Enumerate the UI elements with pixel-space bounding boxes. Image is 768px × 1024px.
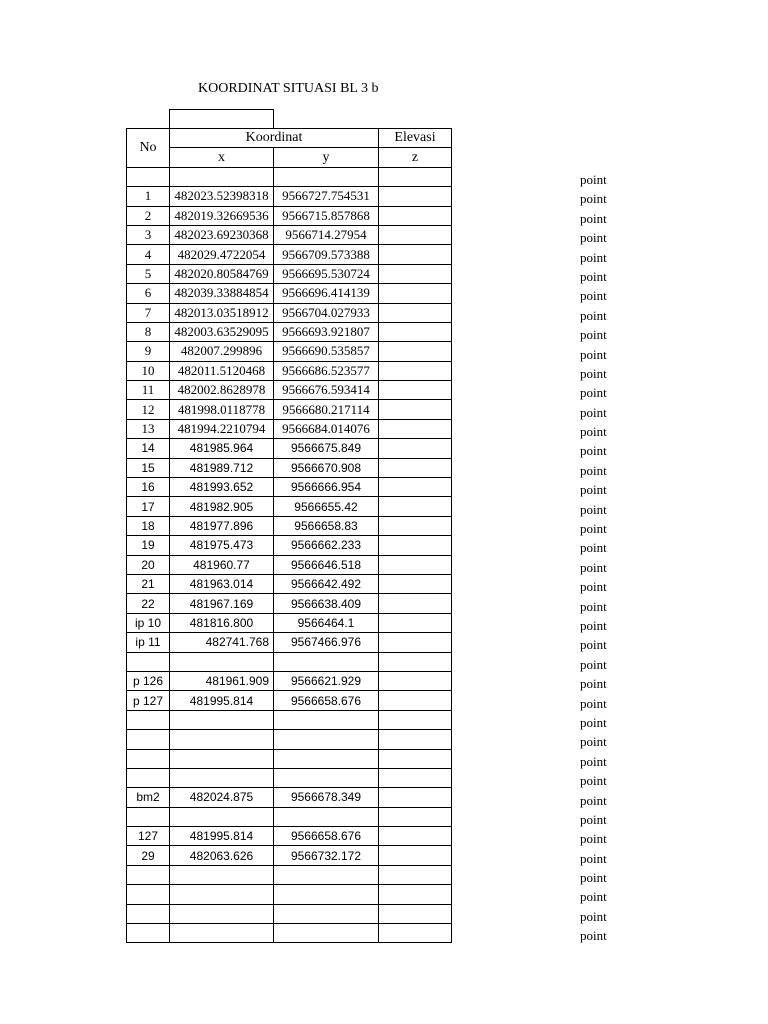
cell-y: 9566662.233 bbox=[274, 536, 379, 555]
cell-z bbox=[379, 167, 452, 186]
cell-y bbox=[274, 652, 379, 671]
point-label: point bbox=[580, 559, 607, 575]
point-label: point bbox=[580, 501, 607, 517]
cell-z bbox=[379, 303, 452, 322]
point-label: point bbox=[580, 637, 607, 653]
cell-no: 6 bbox=[127, 284, 170, 303]
cell-z bbox=[379, 749, 452, 768]
cell-z bbox=[379, 555, 452, 574]
point-label: point bbox=[580, 365, 607, 381]
coordinate-table bbox=[126, 128, 452, 943]
point-label: point bbox=[580, 831, 607, 847]
cell-x: 481977.896 bbox=[170, 516, 274, 535]
cell-x: 481995.814 bbox=[170, 691, 274, 710]
cell-y: 9567466.976 bbox=[274, 633, 379, 652]
table-row bbox=[127, 613, 452, 632]
header-no: No bbox=[127, 129, 170, 168]
header-y: y bbox=[274, 148, 379, 167]
cell-z bbox=[379, 225, 452, 244]
cell-x: 482011.5120468 bbox=[170, 361, 274, 380]
cell-z bbox=[379, 885, 452, 904]
cell-x: 482024.875 bbox=[170, 788, 274, 807]
cell-z bbox=[379, 788, 452, 807]
point-label: point bbox=[580, 230, 607, 246]
cell-x: 481816.800 bbox=[170, 613, 274, 632]
cell-x: 481982.905 bbox=[170, 497, 274, 516]
cell-x: 482741.768 bbox=[170, 633, 274, 652]
header-z: z bbox=[379, 148, 452, 167]
cell-z bbox=[379, 846, 452, 865]
cell-z bbox=[379, 691, 452, 710]
table-row bbox=[127, 322, 452, 341]
point-label: point bbox=[580, 191, 607, 207]
point-label: point bbox=[580, 773, 607, 789]
cell-y: 9566642.492 bbox=[274, 574, 379, 593]
table-row bbox=[127, 691, 452, 710]
point-label: point bbox=[580, 734, 607, 750]
cell-no: 11 bbox=[127, 381, 170, 400]
cell-no: bm2 bbox=[127, 788, 170, 807]
cell-y: 9566658.83 bbox=[274, 516, 379, 535]
cell-x: 481993.652 bbox=[170, 478, 274, 497]
point-label: point bbox=[580, 288, 607, 304]
point-label: point bbox=[580, 443, 607, 459]
point-label: point bbox=[580, 521, 607, 537]
cell-no: 15 bbox=[127, 458, 170, 477]
cell-z bbox=[379, 671, 452, 690]
cell-no bbox=[127, 652, 170, 671]
cell-no bbox=[127, 768, 170, 787]
table-row bbox=[127, 555, 452, 574]
point-label: point bbox=[580, 928, 607, 944]
cell-z bbox=[379, 419, 452, 438]
table-row bbox=[127, 594, 452, 613]
cell-z bbox=[379, 730, 452, 749]
cell-no bbox=[127, 924, 170, 943]
cell-z bbox=[379, 574, 452, 593]
cell-z bbox=[379, 439, 452, 458]
cell-no: 5 bbox=[127, 264, 170, 283]
cell-x bbox=[170, 885, 274, 904]
table-row bbox=[127, 361, 452, 380]
cell-y: 9566646.518 bbox=[274, 555, 379, 574]
point-label: point bbox=[580, 327, 607, 343]
point-label: point bbox=[580, 714, 607, 730]
cell-x: 481998.0118778 bbox=[170, 400, 274, 419]
cell-y bbox=[274, 904, 379, 923]
cell-no: 18 bbox=[127, 516, 170, 535]
cell-no: 9 bbox=[127, 342, 170, 361]
table-row bbox=[127, 846, 452, 865]
table-row bbox=[127, 419, 452, 438]
point-label: point bbox=[580, 656, 607, 672]
cell-no bbox=[127, 904, 170, 923]
table-row bbox=[127, 439, 452, 458]
point-label: point bbox=[580, 404, 607, 420]
cell-x: 481985.964 bbox=[170, 439, 274, 458]
cell-y: 9566686.523577 bbox=[274, 361, 379, 380]
cell-y: 9566714.27954 bbox=[274, 225, 379, 244]
cell-z bbox=[379, 652, 452, 671]
cell-z bbox=[379, 594, 452, 613]
cell-x bbox=[170, 904, 274, 923]
table-row bbox=[127, 904, 452, 923]
cell-x: 482039.33884854 bbox=[170, 284, 274, 303]
cell-x: 482019.32669536 bbox=[170, 206, 274, 225]
table-row bbox=[127, 458, 452, 477]
cell-x bbox=[170, 710, 274, 729]
table-row bbox=[127, 768, 452, 787]
cell-y: 9566621.929 bbox=[274, 671, 379, 690]
table-row bbox=[127, 167, 452, 186]
table-row bbox=[127, 536, 452, 555]
cell-z bbox=[379, 904, 452, 923]
cell-z bbox=[379, 187, 452, 206]
cell-y: 9566695.530724 bbox=[274, 264, 379, 283]
cell-x bbox=[170, 730, 274, 749]
header-blank-box bbox=[169, 109, 274, 128]
cell-no bbox=[127, 710, 170, 729]
cell-y: 9566690.535857 bbox=[274, 342, 379, 361]
cell-y: 9566670.908 bbox=[274, 458, 379, 477]
cell-y bbox=[274, 885, 379, 904]
table-row bbox=[127, 885, 452, 904]
point-label: point bbox=[580, 172, 607, 187]
table-row bbox=[127, 284, 452, 303]
cell-no bbox=[127, 749, 170, 768]
point-label: point bbox=[580, 249, 607, 265]
point-label: point bbox=[580, 850, 607, 866]
cell-x: 481989.712 bbox=[170, 458, 274, 477]
point-label: point bbox=[580, 908, 607, 924]
table-row bbox=[127, 478, 452, 497]
cell-x: 481961.909 bbox=[170, 671, 274, 690]
cell-no bbox=[127, 885, 170, 904]
cell-x bbox=[170, 652, 274, 671]
point-label: point bbox=[580, 307, 607, 323]
cell-z bbox=[379, 245, 452, 264]
cell-x: 482013.03518912 bbox=[170, 303, 274, 322]
page-title: KOORDINAT SITUASI BL 3 b bbox=[198, 81, 379, 96]
cell-no: p 127 bbox=[127, 691, 170, 710]
cell-y bbox=[274, 807, 379, 826]
cell-no bbox=[127, 167, 170, 186]
cell-z bbox=[379, 710, 452, 729]
cell-no: ip 10 bbox=[127, 613, 170, 632]
cell-z bbox=[379, 924, 452, 943]
cell-no: 12 bbox=[127, 400, 170, 419]
cell-no: ip 11 bbox=[127, 633, 170, 652]
header-row-1 bbox=[127, 129, 452, 148]
cell-y: 9566696.414139 bbox=[274, 284, 379, 303]
table-row bbox=[127, 303, 452, 322]
cell-no: 127 bbox=[127, 827, 170, 846]
cell-y: 9566658.676 bbox=[274, 827, 379, 846]
cell-x bbox=[170, 167, 274, 186]
point-label: point bbox=[580, 695, 607, 711]
table-row bbox=[127, 342, 452, 361]
cell-no: p 126 bbox=[127, 671, 170, 690]
table-row bbox=[127, 749, 452, 768]
point-label: point bbox=[580, 268, 607, 284]
cell-y: 9566704.027933 bbox=[274, 303, 379, 322]
cell-y: 9566727.754531 bbox=[274, 187, 379, 206]
point-label: point bbox=[580, 346, 607, 362]
cell-z bbox=[379, 322, 452, 341]
cell-no: 21 bbox=[127, 574, 170, 593]
table-row bbox=[127, 497, 452, 516]
cell-no: 19 bbox=[127, 536, 170, 555]
cell-z bbox=[379, 865, 452, 884]
cell-z bbox=[379, 361, 452, 380]
cell-y: 9566709.573388 bbox=[274, 245, 379, 264]
cell-y: 9566678.349 bbox=[274, 788, 379, 807]
cell-y bbox=[274, 865, 379, 884]
cell-no: 2 bbox=[127, 206, 170, 225]
cell-no: 22 bbox=[127, 594, 170, 613]
cell-y: 9566680.217114 bbox=[274, 400, 379, 419]
cell-x: 481967.169 bbox=[170, 594, 274, 613]
header-koordinat: Koordinat bbox=[170, 129, 379, 148]
table-row bbox=[127, 187, 452, 206]
cell-z bbox=[379, 613, 452, 632]
cell-x: 481975.473 bbox=[170, 536, 274, 555]
cell-no: 4 bbox=[127, 245, 170, 264]
point-label: point bbox=[580, 482, 607, 498]
table-row bbox=[127, 924, 452, 943]
point-label: point bbox=[580, 889, 607, 905]
cell-z bbox=[379, 497, 452, 516]
cell-y bbox=[274, 710, 379, 729]
cell-z bbox=[379, 381, 452, 400]
point-label: point bbox=[580, 424, 607, 440]
cell-no: 29 bbox=[127, 846, 170, 865]
cell-y: 9566655.42 bbox=[274, 497, 379, 516]
cell-no bbox=[127, 807, 170, 826]
table-row bbox=[127, 865, 452, 884]
cell-x bbox=[170, 865, 274, 884]
table-row bbox=[127, 516, 452, 535]
cell-no: 10 bbox=[127, 361, 170, 380]
cell-no: 13 bbox=[127, 419, 170, 438]
table-row bbox=[127, 400, 452, 419]
cell-z bbox=[379, 536, 452, 555]
point-label: point bbox=[580, 598, 607, 614]
cell-no: 20 bbox=[127, 555, 170, 574]
cell-y bbox=[274, 768, 379, 787]
cell-z bbox=[379, 458, 452, 477]
table-row bbox=[127, 710, 452, 729]
point-label: point bbox=[580, 792, 607, 808]
cell-z bbox=[379, 264, 452, 283]
cell-x: 482002.8628978 bbox=[170, 381, 274, 400]
table-row bbox=[127, 225, 452, 244]
table-row bbox=[127, 206, 452, 225]
table-row bbox=[127, 807, 452, 826]
point-label: point bbox=[580, 753, 607, 769]
cell-no: 14 bbox=[127, 439, 170, 458]
cell-x: 481960.77 bbox=[170, 555, 274, 574]
table-row bbox=[127, 652, 452, 671]
cell-z bbox=[379, 284, 452, 303]
point-label: point bbox=[580, 540, 607, 556]
cell-x: 482023.69230368 bbox=[170, 225, 274, 244]
cell-x: 482003.63529095 bbox=[170, 322, 274, 341]
point-label: point bbox=[580, 579, 607, 595]
table-row bbox=[127, 574, 452, 593]
cell-y: 9566693.921807 bbox=[274, 322, 379, 341]
table-row bbox=[127, 788, 452, 807]
cell-x: 482063.626 bbox=[170, 846, 274, 865]
cell-no: 17 bbox=[127, 497, 170, 516]
cell-no: 3 bbox=[127, 225, 170, 244]
cell-y: 9566675.849 bbox=[274, 439, 379, 458]
cell-z bbox=[379, 768, 452, 787]
header-elevasi: Elevasi bbox=[379, 129, 452, 148]
point-label: point bbox=[580, 676, 607, 692]
point-label: point bbox=[580, 462, 607, 478]
point-label-column bbox=[580, 170, 607, 946]
table-row bbox=[127, 827, 452, 846]
cell-x: 482007.299896 bbox=[170, 342, 274, 361]
cell-x bbox=[170, 768, 274, 787]
cell-x bbox=[170, 807, 274, 826]
point-label: point bbox=[580, 617, 607, 633]
cell-x: 482020.80584769 bbox=[170, 264, 274, 283]
cell-y bbox=[274, 730, 379, 749]
cell-no: 7 bbox=[127, 303, 170, 322]
cell-x: 481963.014 bbox=[170, 574, 274, 593]
cell-z bbox=[379, 633, 452, 652]
table-row bbox=[127, 245, 452, 264]
cell-z bbox=[379, 342, 452, 361]
cell-z bbox=[379, 807, 452, 826]
table-row bbox=[127, 381, 452, 400]
cell-y: 9566676.593414 bbox=[274, 381, 379, 400]
cell-x bbox=[170, 924, 274, 943]
cell-x: 481995.814 bbox=[170, 827, 274, 846]
table-row bbox=[127, 264, 452, 283]
cell-x: 481994.2210794 bbox=[170, 419, 274, 438]
cell-y: 9566638.409 bbox=[274, 594, 379, 613]
cell-z bbox=[379, 400, 452, 419]
cell-no bbox=[127, 865, 170, 884]
cell-x: 482029.4722054 bbox=[170, 245, 274, 264]
cell-no: 1 bbox=[127, 187, 170, 206]
point-label: point bbox=[580, 385, 607, 401]
table-row bbox=[127, 671, 452, 690]
cell-x bbox=[170, 749, 274, 768]
cell-y: 9566666.954 bbox=[274, 478, 379, 497]
cell-y: 9566715.857868 bbox=[274, 206, 379, 225]
point-label: point bbox=[580, 811, 607, 827]
table-row bbox=[127, 633, 452, 652]
cell-z bbox=[379, 516, 452, 535]
cell-y bbox=[274, 749, 379, 768]
cell-y: 9566658.676 bbox=[274, 691, 379, 710]
cell-no: 16 bbox=[127, 478, 170, 497]
cell-no bbox=[127, 730, 170, 749]
point-label: point bbox=[580, 210, 607, 226]
cell-y: 9566732.172 bbox=[274, 846, 379, 865]
cell-x: 482023.52398318 bbox=[170, 187, 274, 206]
cell-y bbox=[274, 924, 379, 943]
cell-y: 9566464.1 bbox=[274, 613, 379, 632]
header-x: x bbox=[170, 148, 274, 167]
point-label: point bbox=[580, 870, 607, 886]
table-row bbox=[127, 730, 452, 749]
cell-no: 8 bbox=[127, 322, 170, 341]
cell-y: 9566684.014076 bbox=[274, 419, 379, 438]
cell-z bbox=[379, 827, 452, 846]
header-row-2 bbox=[127, 148, 452, 167]
cell-z bbox=[379, 206, 452, 225]
cell-z bbox=[379, 478, 452, 497]
cell-y bbox=[274, 167, 379, 186]
